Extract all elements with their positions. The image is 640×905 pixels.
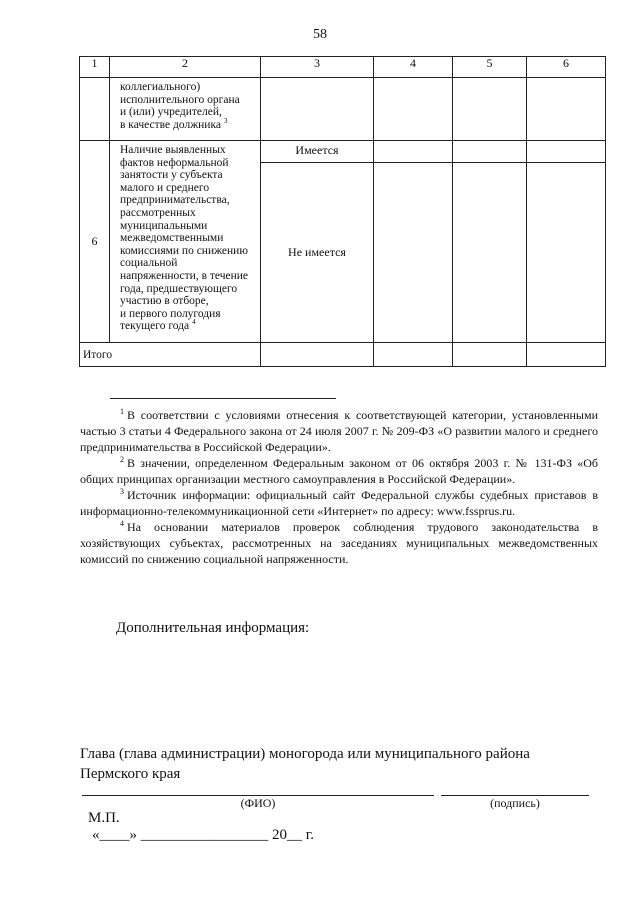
criteria-table xyxy=(79,56,606,367)
column-header: 3 xyxy=(261,57,374,78)
footnote-ref: 3 xyxy=(223,115,228,125)
footnotes xyxy=(80,407,598,567)
signature-caption: (подпись) xyxy=(490,796,540,810)
table-header-row xyxy=(80,57,606,78)
column-header: 2 xyxy=(110,57,261,78)
column-header: 6 xyxy=(527,57,606,78)
footnote: $^1$ В соответствии с условиями отнесения к соответствующей категории, установленными частью 3 статьи 4 Федерального закона от 24 июля 2007 г. № 209-ФЗ «О развитии малого и среднего предпринимательства в Российской Федерации». xyxy=(80,407,598,454)
stamp-label: М.П. xyxy=(88,810,120,826)
total-row xyxy=(80,343,606,367)
table-row-continued xyxy=(80,78,606,141)
name-caption: (ФИО) xyxy=(240,796,276,810)
row-number: 6 xyxy=(80,141,110,343)
option-no: Не имеется xyxy=(261,163,374,343)
date-line: «____» _________________ 20__ г. xyxy=(92,827,314,843)
additional-info-label: Дополнительная информация: xyxy=(116,620,310,636)
footnote: $^4$ На основании материалов проверок соблюдения трудового законодательства в хозяйствующих субъектах, рассмотренных на заседаниях муниципальных межведомственных комиссий по снижению социальной напряженности. xyxy=(80,519,598,566)
signatory-title: Глава (глава администрации) моногорода или муниципального района Пермского края xyxy=(80,746,530,782)
column-header: 1 xyxy=(80,57,110,78)
criterion-text: Наличие выявленных фактов неформальной занятости у субъекта малого и среднего предпринимательства, рассмотренных муниципальными межведомственными комиссиями по снижению социальной напряженности, в течение года, предшествующего участию в отборе, и первого полугодия текущего года $^4$ xyxy=(110,141,261,343)
column-header: 5 xyxy=(453,57,527,78)
total-label: Итого xyxy=(80,343,261,367)
criterion-text: коллегиального) исполнительного органа и (или) учредителей, в качестве должника $^3$ xyxy=(110,78,261,141)
option-yes: Имеется xyxy=(261,141,374,163)
column-header: 4 xyxy=(374,57,453,78)
footnote: $^2$ В значении, определенном Федеральным законом от 06 октября 2003 г. № 131-ФЗ «Об общих принципах организации местного самоуправления в Российской Федерации». xyxy=(80,455,598,486)
footnote: $^3$ Источник информации: официальный сайт Федеральной службы судебных приставов в информационно-телекоммуникационной сети «Интернет» по адресу: www.fssprus.ru. xyxy=(80,487,598,518)
table-row-6 xyxy=(80,141,606,163)
page-number: 58 xyxy=(313,27,327,42)
footnote-ref: 4 xyxy=(192,317,196,327)
footnote-divider xyxy=(110,398,336,399)
